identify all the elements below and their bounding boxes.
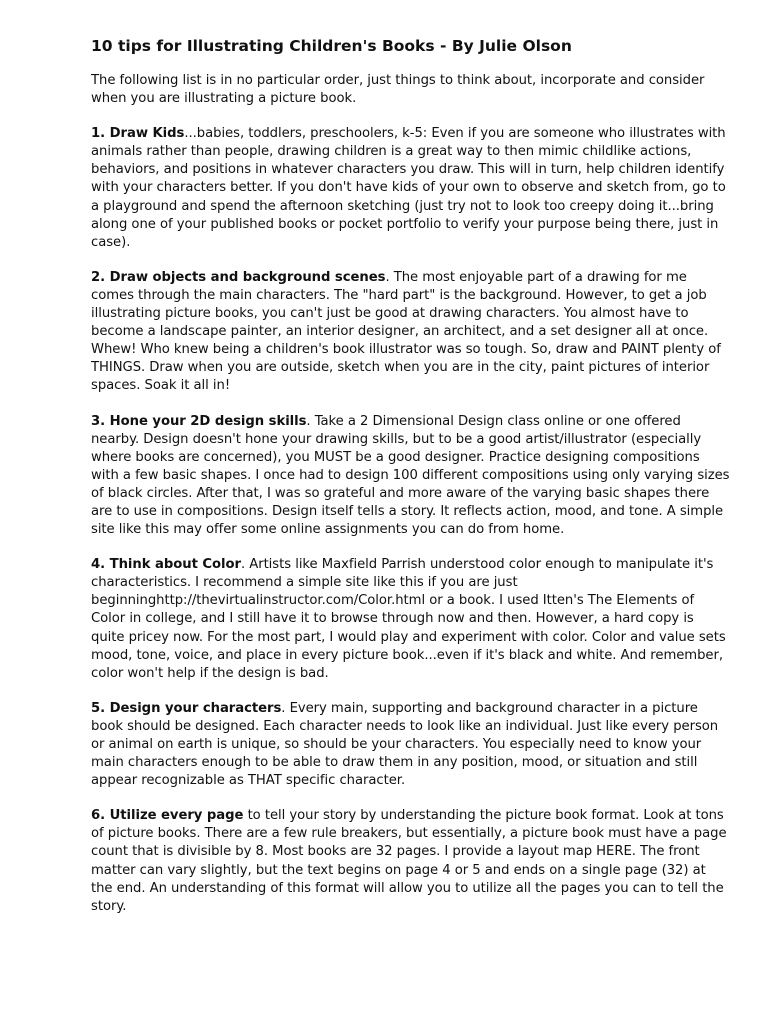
tip-paragraph-3	[91, 413, 731, 540]
tip-heading-4: 4. Think about Color	[91, 557, 241, 573]
tip-heading-3: 3. Hone your 2D design skills	[91, 413, 307, 429]
tip-body-1: ...babies, toddlers, preschoolers, k-5: Even if you are someone who illustrates with animals rather than people, drawing children is a great way to then mimic childlike actions, behaviors, and positions in whatever characters you draw. This will in turn, help children identify with your characters better. If you don't have kids of your own to observe and sketch from, go to a playground and spend the afternoon sketching (just try not to look too creepy doing it...bring along one of your published books or pocket portfolio to verify your purpose being there, just in case).	[91, 126, 726, 250]
tip-heading-1: 1. Draw Kids	[91, 126, 185, 142]
tip-paragraph-1	[91, 125, 731, 252]
tip-body-6: to tell your story by understanding the picture book format. Look at tons of picture books. There are a few rule breakers, but essentially, a picture book must have a page count that is divisible by 8. Most books are 32 pages. I provide a layout map HERE. The front matter can vary slightly, but the text begins on page 4 or 5 and ends on a single page (32) at the end. An understanding of this format will allow you to utilize all the pages you can to tell the story.	[91, 808, 727, 914]
document-title: 10 tips for Illustrating Children's Books - By Julie Olson	[91, 37, 572, 55]
tip-heading-6: 6. Utilize every page	[91, 808, 244, 824]
tip-body-4: . Artists like Maxfield Parrish understood color enough to manipulate it's characteristics. I recommend a simple site like this if you are just beginninghttp://thevirtualinstructor.com/Color.html or a book. I used Itten's The Elements of Color in college, and I still have it to browse through now and then. However, a hard copy is quite pricey now. For the most part, I would play and experiment with color. Color and value sets mood, tone, voice, and place in every picture book...even if it's black and white. And remember, color won't help if the design is bad.	[91, 557, 726, 681]
tip-paragraph-6	[91, 807, 731, 916]
tip-heading-2: 2. Draw objects and background scenes	[91, 269, 386, 285]
tip-body-5: . Every main, supporting and background character in a picture book should be designed. Each character needs to look like an individual. Just like every person or animal on earth is unique, so should be your characters. You especially need to know your main characters enough to be able to draw them in any position, mood, or situation and still appear recognizable as THAT specific character.	[91, 700, 719, 789]
tip-paragraph-5	[91, 700, 731, 790]
tip-heading-5: 5. Design your characters	[91, 700, 282, 716]
tip-body-3: . Take a 2 Dimensional Design class online or one offered nearby. Design doesn't hone your drawing skills, but to be a good artist/illustrator (especially where books are concerned), you MUST be a good designer. Practice designing compositions with a few basic shapes. I once had to design 100 different compositions using only varying sizes of black circles. After that, I was so grateful and more aware of the varying basic shapes there are to use in compositions. Design itself tells a story. It reflects action, mood, and tone. A simple site like this may offer some online assignments you can do from home.	[91, 413, 730, 538]
tip-body-2: . The most enjoyable part of a drawing for me comes through the main characters. The "hard part" is the background. However, to get a job illustrating picture books, you can't just be good at drawing characters. You almost have to become a landscape painter, an interior designer, an architect, and a set designer all at once. Whew! Who knew being a children's book illustrator was so tough. So, draw and PAINT plenty of THINGS. Draw when you are outside, sketch when you are in the city, paint pictures of interior spaces. Soak it all in!	[91, 269, 721, 394]
document-page	[91, 36, 731, 933]
tip-paragraph-4	[91, 556, 731, 683]
intro-paragraph: The following list is in no particular order, just things to think about, incorporate and consider when you are illustrating a picture book.	[91, 73, 705, 107]
tip-paragraph-2	[91, 269, 731, 396]
